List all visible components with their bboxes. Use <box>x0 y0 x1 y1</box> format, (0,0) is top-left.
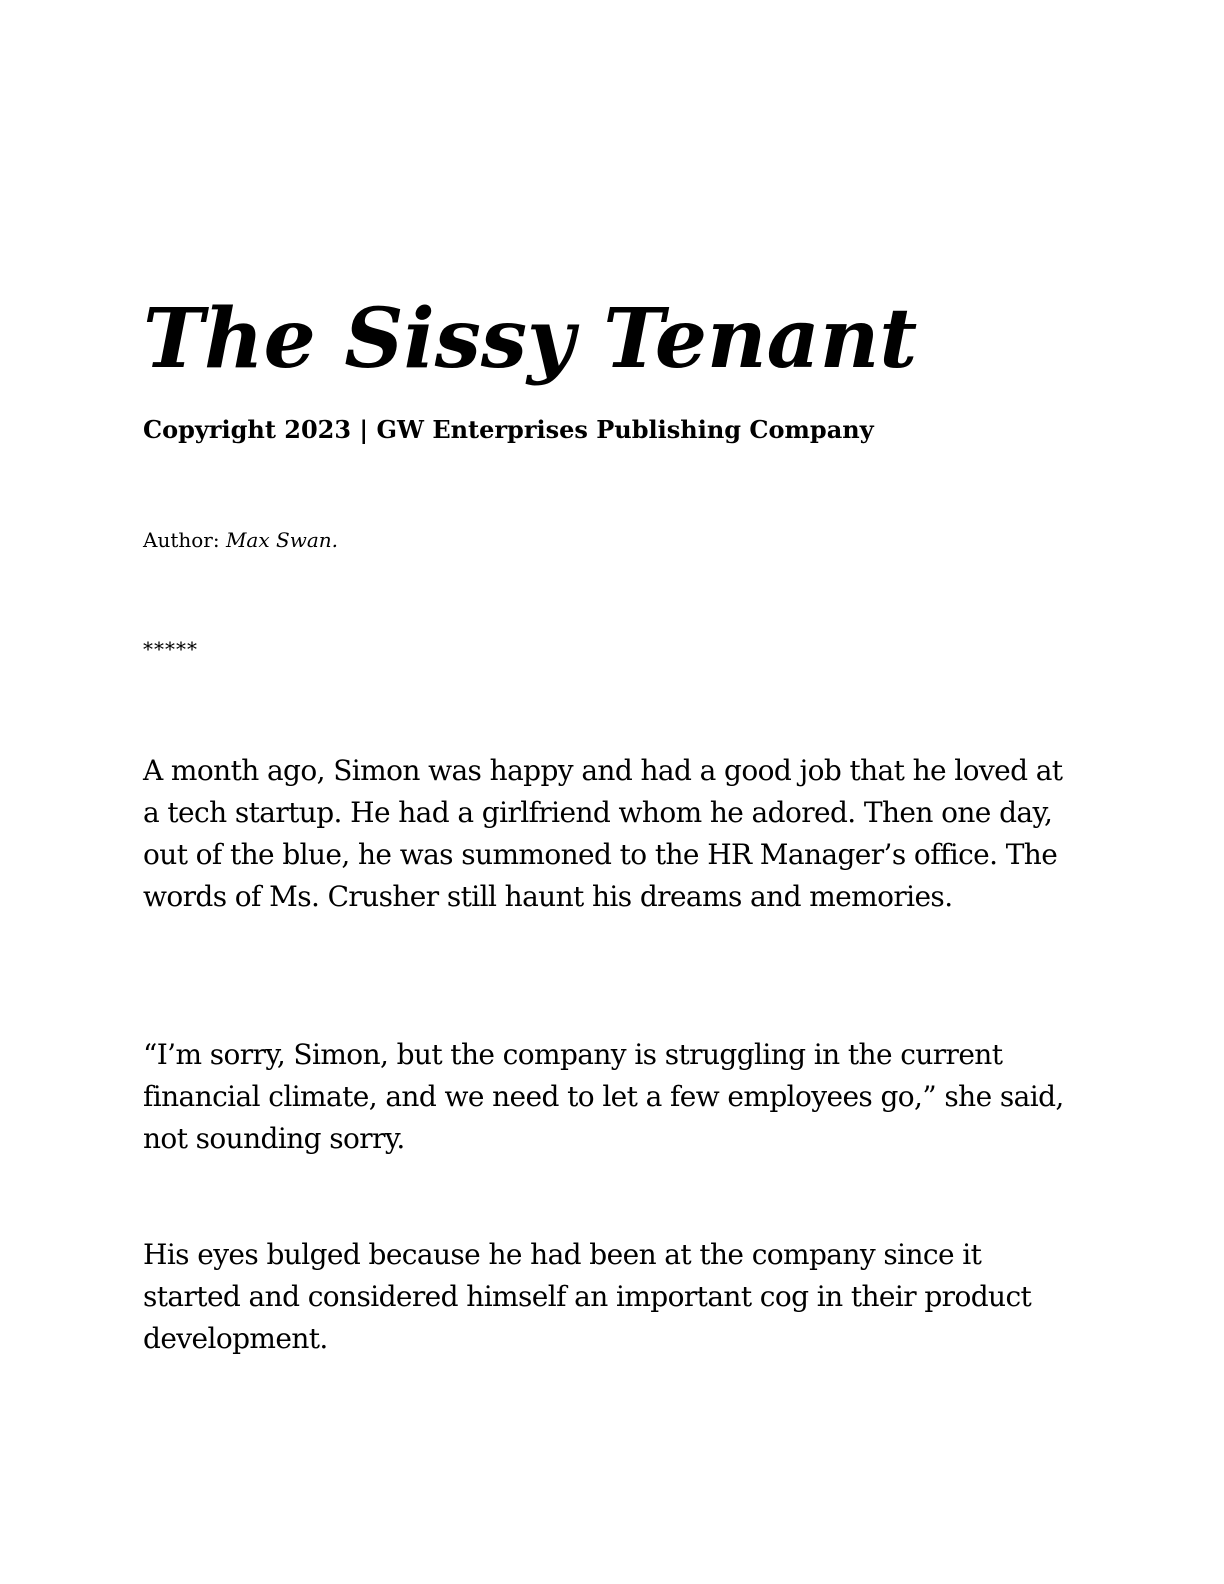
author-name: Max Swan. <box>225 528 338 552</box>
author-line <box>143 527 338 553</box>
copyright-line: Copyright 2023 | GW Enterprises Publishing Company <box>143 415 874 444</box>
section-separator: ***** <box>143 637 198 661</box>
author-label: Author: <box>143 528 226 552</box>
document-title: The Sissy Tenant <box>143 291 918 387</box>
paragraph: “I’m sorry, Simon, but the company is struggling in the current financial climate, and we need to let a few employees go,” she said, not sounding sorry. <box>143 1038 1064 1155</box>
paragraph: His eyes bulged because he had been at the company since it started and considered himself an important cog in their product development. <box>143 1238 1032 1355</box>
paragraph: A month ago, Simon was happy and had a good job that he loved at a tech startup. He had a girlfriend whom he adored. Then one day, out of the blue, he was summoned to the HR Manager’s office. The words of Ms. Crusher still haunt his dreams and memories. <box>143 754 1063 913</box>
